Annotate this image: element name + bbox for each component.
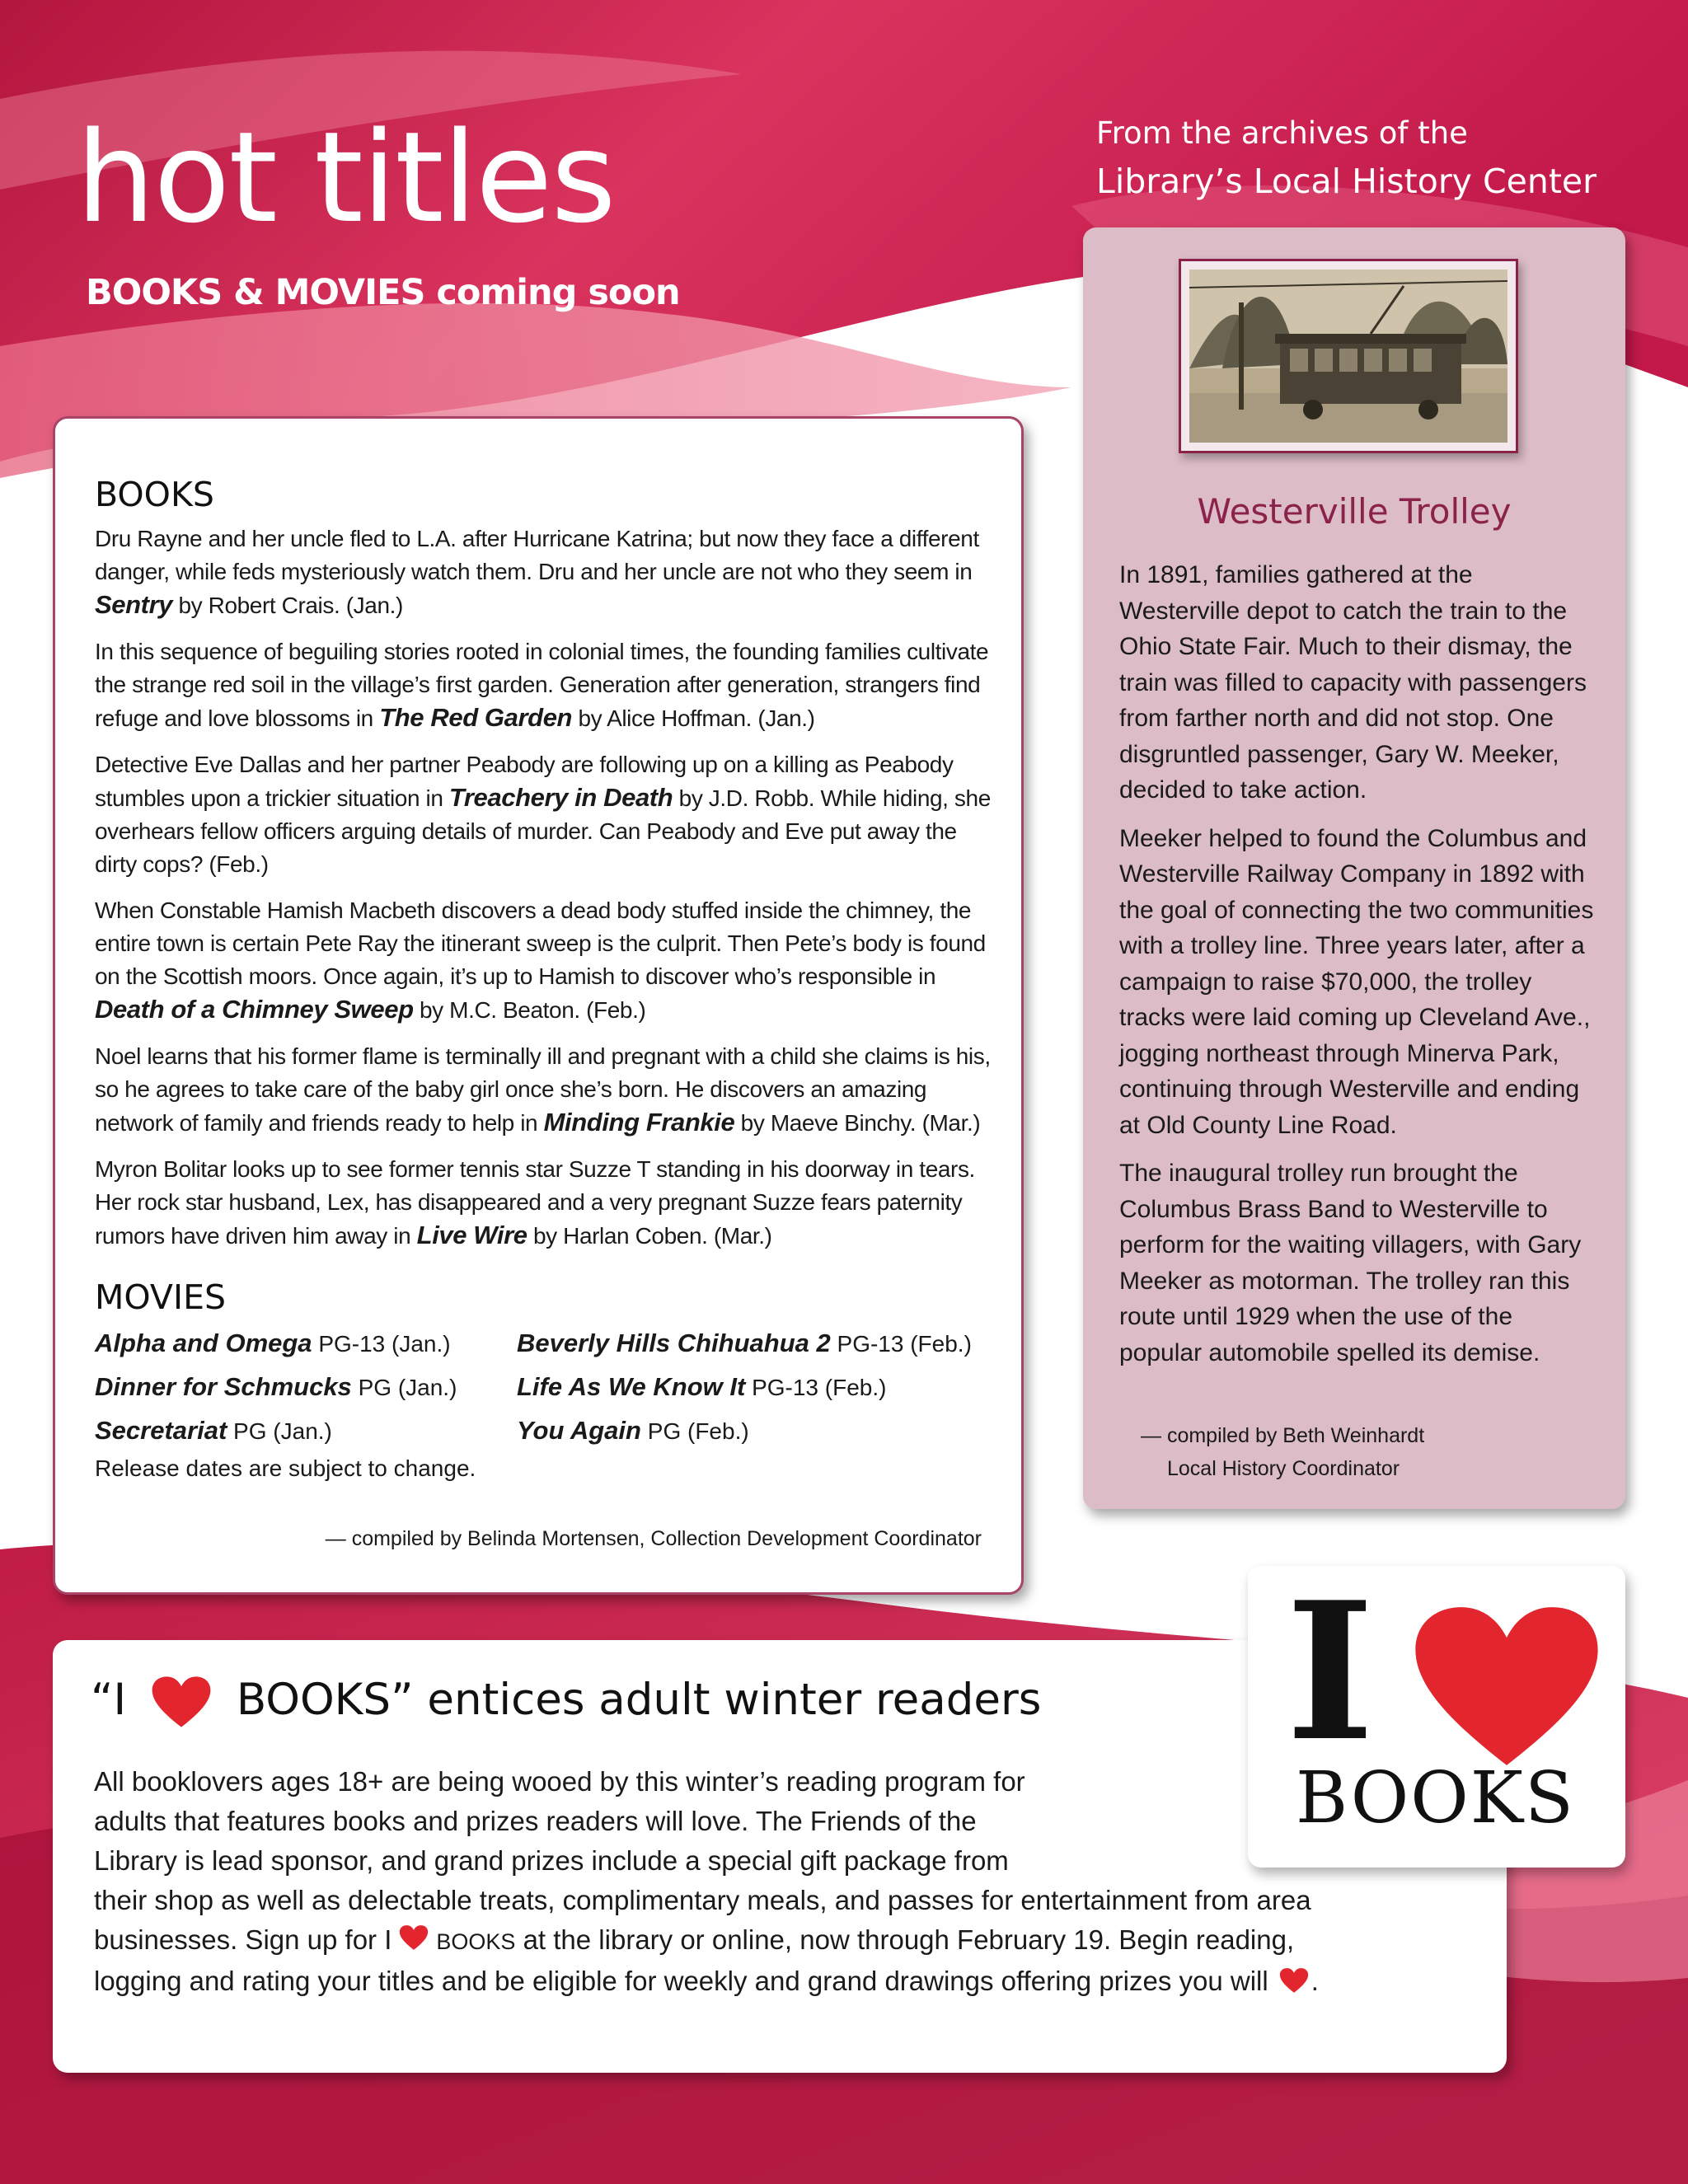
movie-title: You Again xyxy=(517,1416,641,1445)
logo-books-word: BOOKS xyxy=(1296,1757,1575,1840)
heart-icon xyxy=(398,1924,429,1951)
movie-entry: Life As We Know It PG-13 (Feb.) xyxy=(517,1372,887,1401)
book-title: Sentry xyxy=(95,590,173,619)
movie-entry: Alpha and Omega PG-13 (Jan.) xyxy=(95,1329,451,1357)
movie-entry: Secretariat PG (Jan.) xyxy=(95,1416,332,1445)
trolley-paragraph: Meeker helped to found the Columbus and Westerville Railway Company in 1892 with the goal of connecting the two communities with a trolley line. Three years later, after a campaign to raise $70,000, the trolley tracks were laid coming up Cleveland Ave., jogging northeast through Minerva Park, continuing through Westerville and ending at Old County Line Road. xyxy=(1119,824,1594,1139)
heart-icon xyxy=(148,1675,214,1729)
archives-line2: Library’s Local History Center xyxy=(1096,162,1597,201)
book-title: Treachery in Death xyxy=(448,783,673,812)
books-movies-panel xyxy=(53,416,1024,1595)
movie-title: Secretariat xyxy=(95,1416,227,1445)
movie-title: Dinner for Schmucks xyxy=(95,1372,352,1401)
book-title: Live Wire xyxy=(416,1221,528,1249)
book-entry: In this sequence of beguiling stories rooted in colonial times, the founding families cultivate the strange red soil in the village’s first garden. Generation after generation, strangers find refuge and love blossoms in The Red Garden by Alice Hoffman. (Jan.) xyxy=(95,639,989,732)
book-entry: When Constable Hamish Macbeth discovers a dead body stuffed inside the chimney, the entire town is certain Pete Ray the itinerant sweep is the culprit. Then Pete’s body is found on the Scottish moors. Once again, it’s up to Hamish to discover who’s responsible in Death of a Chimney Sweep by M.C. Beaton. (Feb.) xyxy=(95,898,986,1024)
book-entry: Noel learns that his former flame is terminally ill and pregnant with a child she claims is his, so he agrees to take care of the baby girl once she’s born. He discovers an amazing network of family and friends ready to help in Minding Frankie by Maeve Binchy. (Mar.) xyxy=(95,1043,991,1137)
book-entry: Detective Eve Dallas and her partner Peabody are following up on a killing as Peabody stumbles upon a trickier situation in Treachery in Death by J.D. Robb. While hiding, she overhears fellow officers arguing details of murder. Can Peabody and Eve put away the dirty cops? (Feb.) xyxy=(95,752,991,877)
archives-line1: From the archives of the xyxy=(1096,115,1468,151)
i-love-books-logo xyxy=(1248,1561,1625,1868)
love-books-heading: “I BOOKS” entices adult winter readers xyxy=(91,1675,1041,1729)
trolley-article xyxy=(1119,557,1597,1383)
love-books-body: All booklovers ages 18+ are being wooed by this winter’s reading program for adults that features books and prizes readers will love. The Friends of the Library is lead sponsor, and grand prizes include a special gift package from their shop as well as delectable treats, complimentary meals, and passes for entertainment from area businesses. Sign up for I BOOKS at the library or online, now through February 19. Begin reading, logging and rating your titles and be eligible for weekly and grand drawings offering prizes you will . xyxy=(94,1766,1319,1996)
books-heading: BOOKS xyxy=(95,475,214,514)
heart-icon xyxy=(1409,1601,1604,1772)
movie-entry: Dinner for Schmucks PG (Jan.) xyxy=(95,1372,457,1401)
movie-entry: Beverly Hills Chihuahua 2 PG-13 (Feb.) xyxy=(517,1329,972,1357)
release-note: Release dates are subject to change. xyxy=(95,1455,476,1481)
movies-list xyxy=(95,1325,993,1450)
trolley-compiled-by: — compiled by Beth Weinhardt Local History Coordinator xyxy=(1141,1424,1425,1480)
book-title: Death of a Chimney Sweep xyxy=(95,995,414,1024)
movie-entry: You Again PG (Feb.) xyxy=(517,1416,749,1445)
page-title: hot titles xyxy=(76,105,615,251)
movie-title: Alpha and Omega xyxy=(95,1329,312,1357)
books-compiled-by: — compiled by Belinda Mortensen, Collection Development Coordinator xyxy=(325,1527,982,1550)
trolley-title: Westerville Trolley xyxy=(1197,491,1512,532)
movie-title: Life As We Know It xyxy=(517,1372,746,1401)
book-entry: Myron Bolitar looks up to see former tennis star Suzze T standing in his doorway in tears. Her rock star husband, Lex, has disappeared and a very pregnant Suzze fears paternity rumors have driven him away in Live Wire by Harlan Coben. (Mar.) xyxy=(95,1156,975,1249)
trolley-paragraph: The inaugural trolley run brought the Columbus Brass Band to Westerville to perform for the waiting villagers, with Gary Meeker as motorman. The trolley ran this route until 1929 when the use of the popular automobile spelled its demise. xyxy=(1119,1160,1582,1366)
trolley-panel xyxy=(1083,227,1625,1509)
logo-letter-i: I xyxy=(1286,1561,1375,1783)
trolley-paragraph: In 1891, families gathered at the Westerville depot to catch the train to the Ohio State Fair. Much to their dismay, the train was filled to capacity with passengers from farther north and did not stop. One disgruntled passenger, Gary W. Meeker, decided to take action. xyxy=(1119,561,1587,804)
book-entry: Dru Rayne and her uncle fled to L.A. after Hurricane Katrina; but now they face a different danger, while feds mysteriously watch them. Dru and her uncle are not who they seem in Sentry by Robert Crais. (Jan.) xyxy=(95,526,979,619)
heart-icon xyxy=(1278,1967,1310,1994)
book-title: The Red Garden xyxy=(379,703,573,732)
trolley-photo-frame xyxy=(1179,259,1518,453)
trolley-photo xyxy=(1189,269,1507,443)
page-subtitle: BOOKS & MOVIES coming soon xyxy=(86,272,680,313)
book-title: Minding Frankie xyxy=(543,1108,735,1137)
movie-title: Beverly Hills Chihuahua 2 xyxy=(517,1329,831,1357)
movies-heading: MOVIES xyxy=(95,1277,226,1317)
